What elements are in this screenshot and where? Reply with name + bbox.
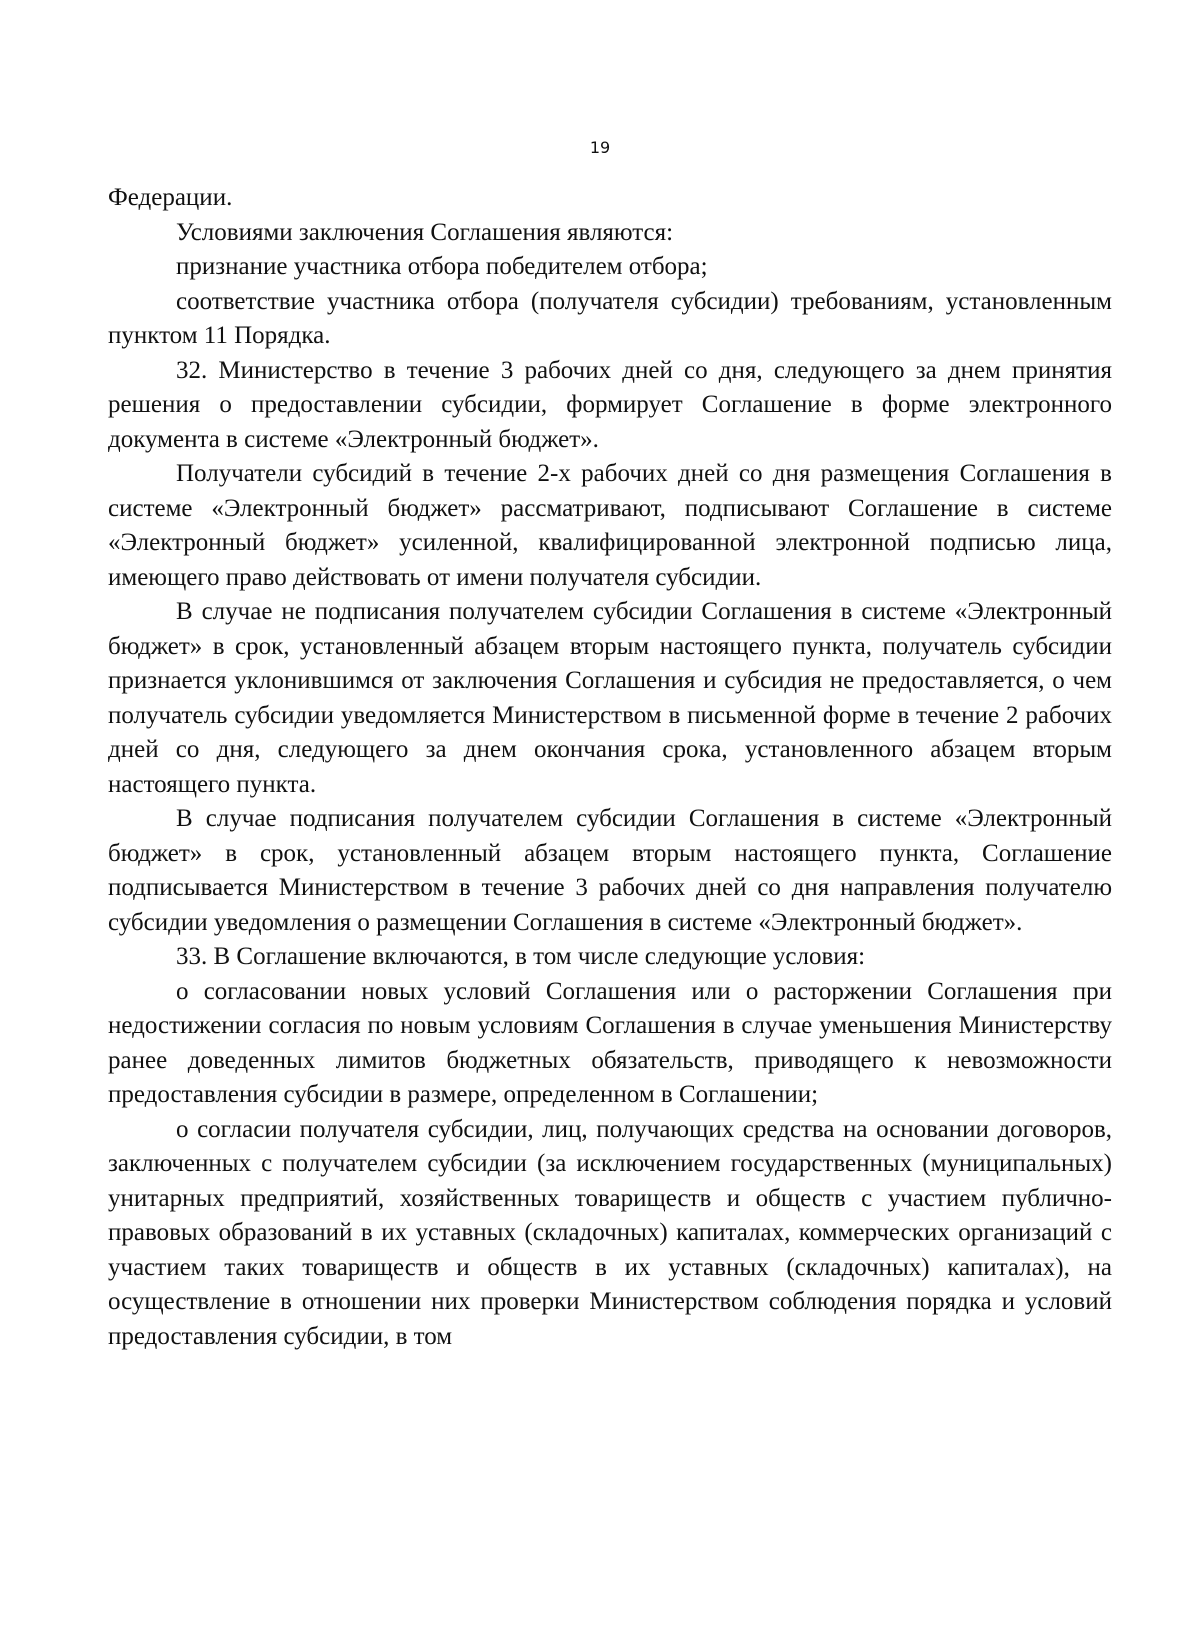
paragraph-33: 33. В Соглашение включаются, в том числе следующие условия: [176,943,866,970]
paragraph-continuation: Федерации. [108,184,233,211]
page-number: 19 [589,138,611,157]
paragraph-condition-winner: признание участника отбора победителем отбора; [176,253,708,280]
paragraph-recipients-signing: Получатели субсидий в течение 2-х рабочих дней со дня размещения Соглашения в системе «Электронный бюджет» рассматривают, подписывают Соглашение в системе «Электронный бюджет» усиленной, квалифицированной электронной подписью лица, имеющего право действовать от имени получателя субсидии. [108,460,1112,591]
paragraph-consent: о согласии получателя субсидии, лиц, получающих средства на основании договоров, заключенных с получателем субсидии (за исключением государственных (муниципальных) унитарных предприятий, хозяйственных товариществ и обществ с участием публично-правовых образований в их уставных (складочных) капиталах, коммерческих организаций с участием таких товариществ и обществ в их уставных (складочных) капиталах), на осуществление в отношении них проверки Министерством соблюдения порядка и условий предоставления субсидии, в том [108,1115,1112,1350]
paragraph-32: 32. Министерство в течение 3 рабочих дней со дня, следующего за днем принятия решения о предоставлении субсидии, формирует Соглашение в форме электронного документа в системе «Электронный бюджет». [108,356,1112,453]
paragraph-condition-compliance: соответствие участника отбора (получателя субсидии) требованиям, установленным пунктом 11 Порядка. [108,287,1112,349]
paragraph-conditions-intro: Условиями заключения Соглашения являются: [176,218,674,246]
paragraph-not-signed: В случае не подписания получателем субсидии Соглашения в системе «Электронный бюджет» в срок, установленный абзацем вторым настоящего пункта, получатель субсидии признается уклонившимся от заключения Соглашения и субсидия не предоставляется, о чем получатель субсидии уведомляется Министерством в письменной форме в течение 2 рабочих дней со дня, следующего за днем окончания срока, установленного абзацем вторым настоящего пункта. [108,598,1112,798]
document-body [108,181,1112,1354]
paragraph-new-conditions: о согласовании новых условий Соглашения или о расторжении Соглашения при недостижении согласия по новым условиям Соглашения в случае уменьшения Министерству ранее доведенных лимитов бюджетных обязательств, приводящего к невозможности предоставления субсидии в размере, определенном в Соглашении; [108,977,1112,1108]
paragraph-signed: В случае подписания получателем субсидии Соглашения в системе «Электронный бюджет» в срок, установленный абзацем вторым настоящего пункта, Соглашение подписывается Министерством в течение 3 рабочих дней со дня направления получателю субсидии уведомления о размещении Соглашения в системе «Электронный бюджет». [108,805,1112,936]
